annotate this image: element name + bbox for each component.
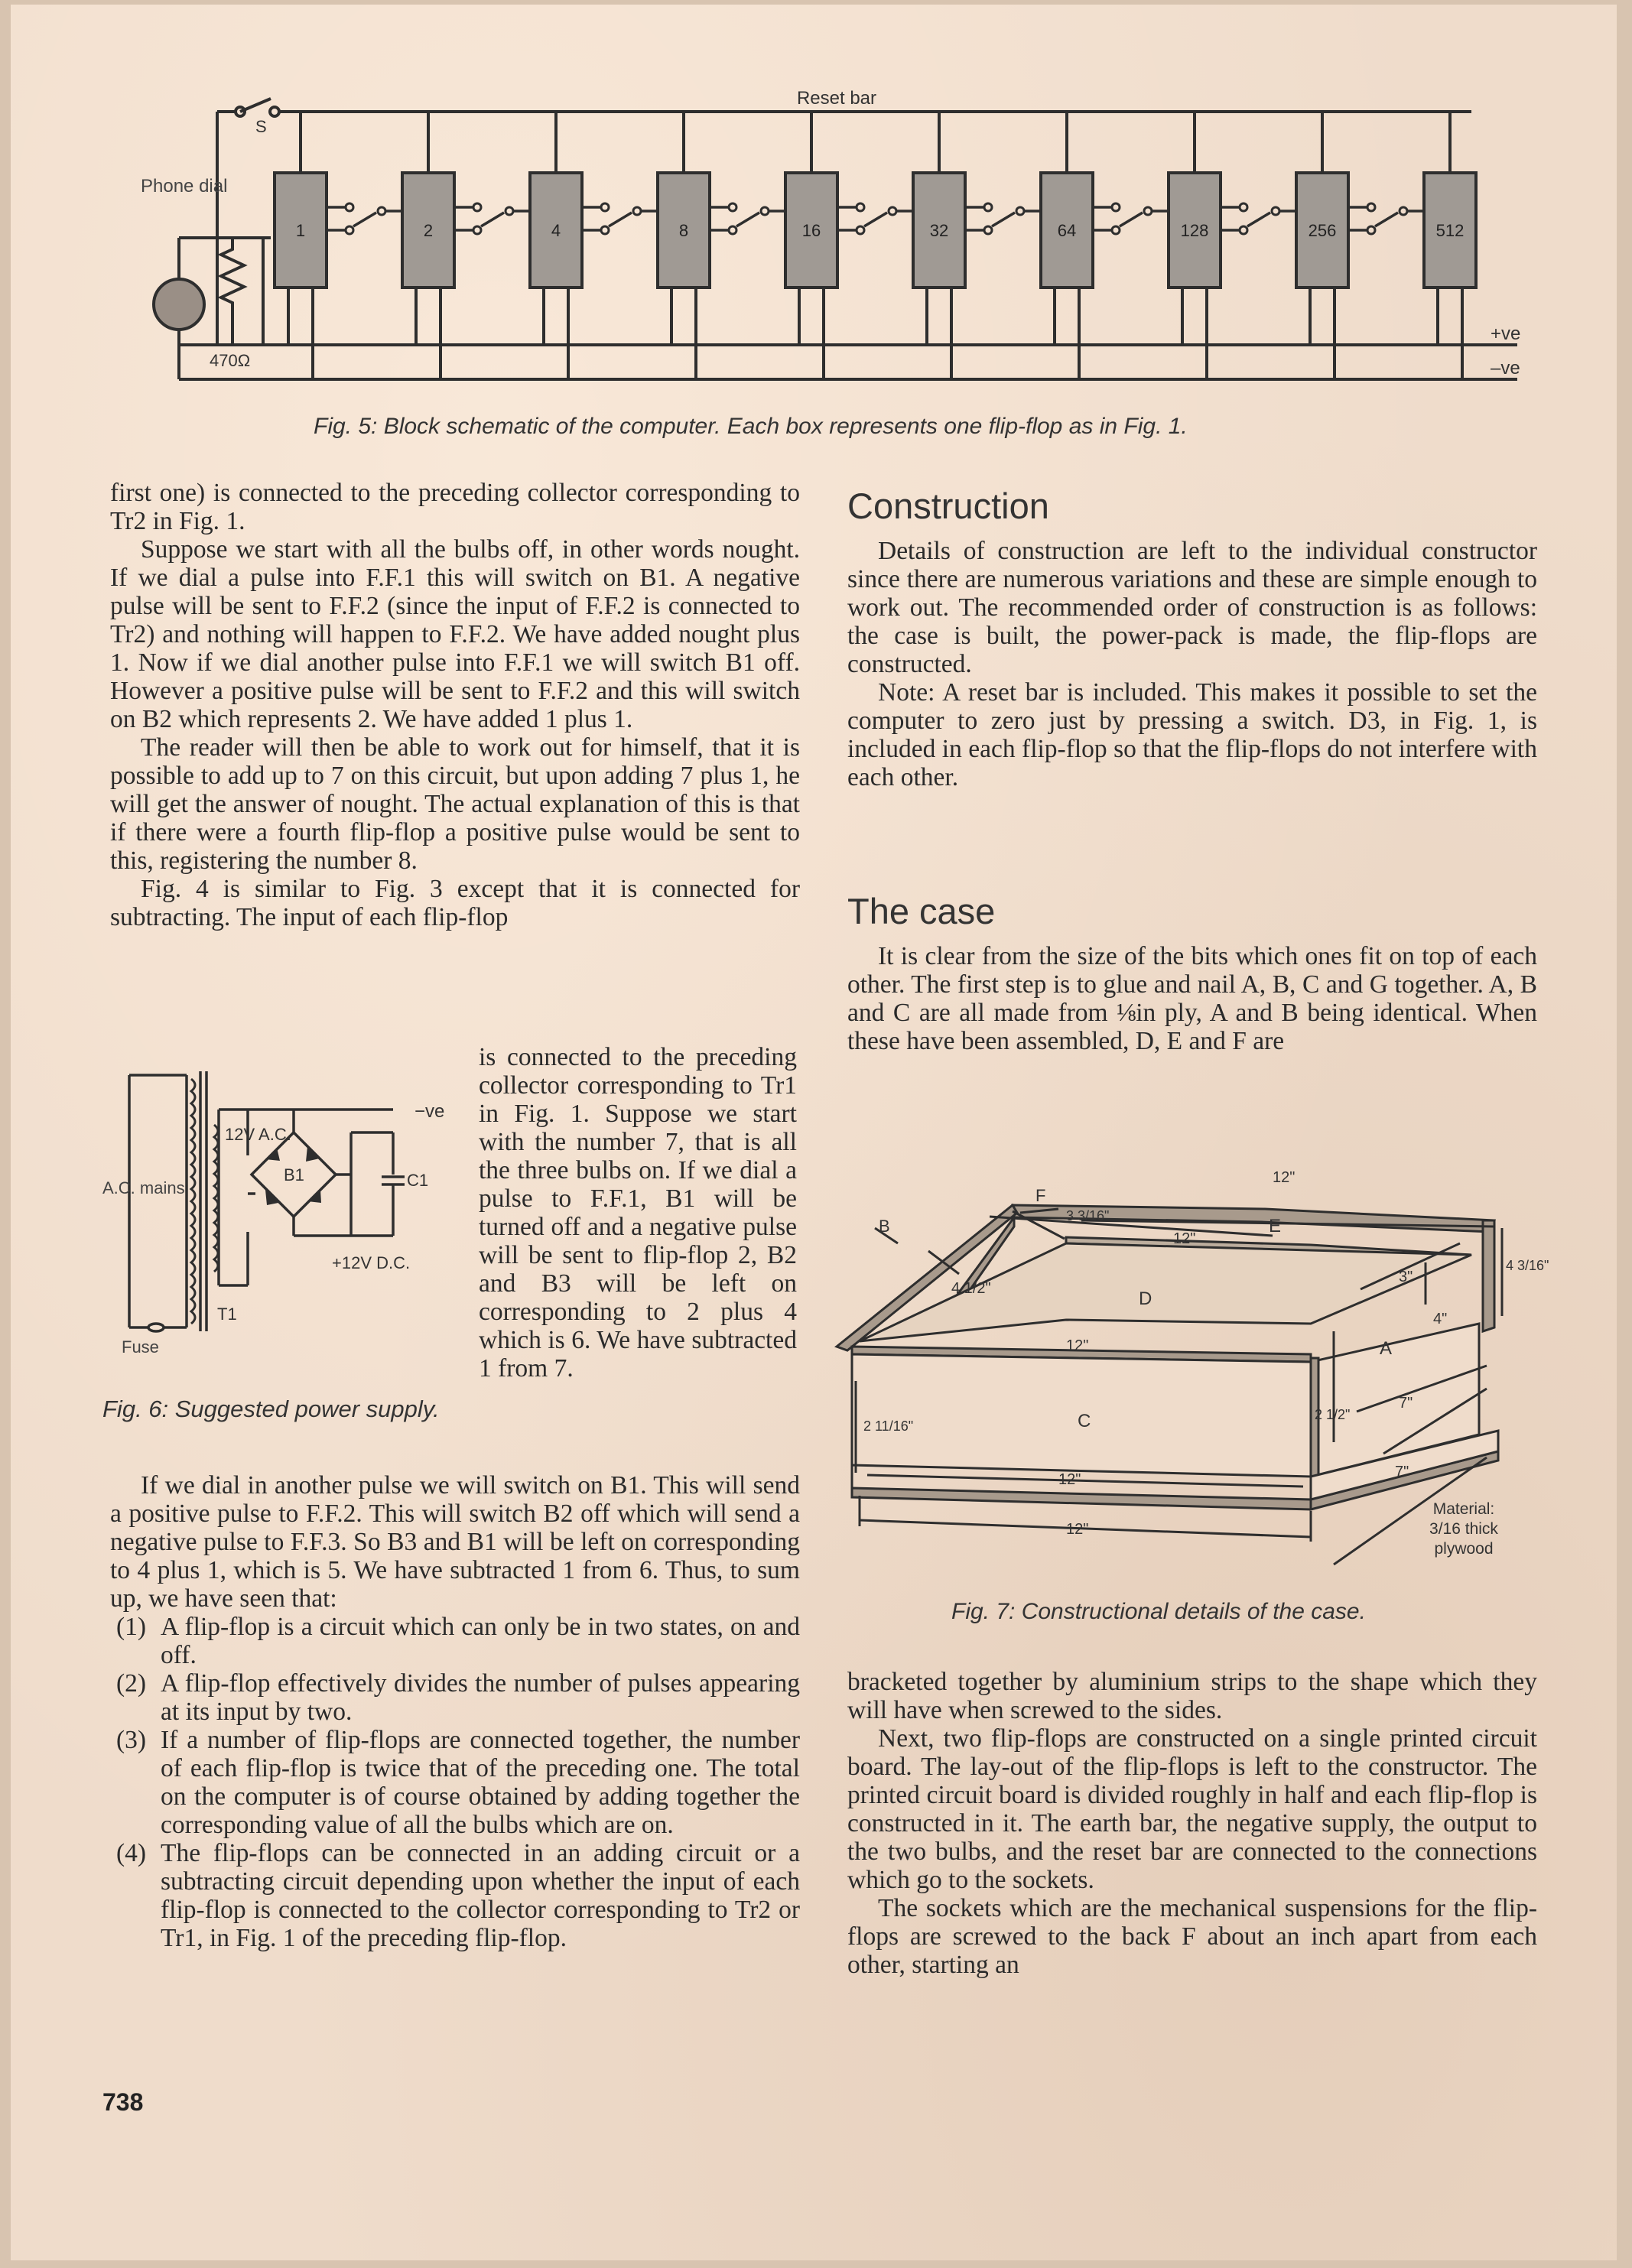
flipflop-label: 2 <box>423 221 434 240</box>
flipflop-label: 8 <box>678 221 689 240</box>
flipflop-label: 32 <box>929 221 949 240</box>
paragraph: bracketed together by aluminium strips to the shape which they will have when screwed to the sides. <box>847 1668 1537 1724</box>
flipflop-label: 64 <box>1057 221 1077 240</box>
left-column-lower <box>110 1471 800 1952</box>
phone-dial-label: Phone dial <box>141 176 228 197</box>
flipflop-label: 256 <box>1308 221 1337 240</box>
paragraph: Fig. 4 is similar to Fig. 3 except that it is connected for subtracting. The input of each flip-flop <box>110 875 800 931</box>
dim-a-height: 4 3/16" <box>1506 1258 1549 1273</box>
figure-6-caption: Fig. 6: Suggested power supply. <box>102 1396 440 1422</box>
paragraph: Suppose we start with all the bulbs off, in other words nought. If we dial a pulse into F.F.1 this will switch on B1. A negative pulse will be sent to F.F.2 (since the input of F.F.2 is connected to Tr2) and nothing will happen to F.F.2. We have added nought plus 1. Now if we dial another pulse into F.F.1 we will switch B1 off. However a positive pulse will be sent to F.F.2 and this will switch on B2 which represents 2. We have added 1 plus 1. <box>110 535 800 733</box>
dim-top: 12" <box>1273 1169 1296 1186</box>
case-text <box>847 942 1537 1055</box>
right-column-lower <box>847 1668 1537 1979</box>
flipflop-label: 512 <box>1435 221 1465 240</box>
construction-heading: Construction <box>847 486 1049 526</box>
fuse-label: Fuse <box>122 1337 159 1357</box>
magazine-page <box>11 5 1617 2260</box>
paragraph: Details of construction are left to the individual constructor since there are numerous variations and these are simple enough to work out. The recommended order of construction is as follows: the case is built, the power-pack is made, the flip-flops are constructed. <box>847 537 1537 678</box>
flipflop-label: 128 <box>1180 221 1209 240</box>
flipflop-label: 16 <box>801 221 821 240</box>
output-label: +12V D.C. <box>332 1253 411 1272</box>
part-c-label: C <box>1078 1411 1091 1431</box>
paragraph: Note: A reset bar is included. This makes it possible to set the computer to zero just by pressing a switch. D3, in Fig. 1, is included in each flip-flop so that the flip-flops do not interfere with each other. <box>847 678 1537 791</box>
paragraph: It is clear from the size of the bits which ones fit on top of each other. The first step is to glue and nail A, B, C and G together. A, B and C are all made from ⅛in ply, A and B being identical. When these have been assembled, D, E and F are <box>847 942 1537 1055</box>
summary-list-item: (4) The flip-flops can be connected in an adding circuit or a subtracting circuit depending upon whether the input of each flip-flop is connected to the collector corresponding to Tr2 or Tr1, in Fig. 1 of the preceding flip-flop. <box>116 1839 800 1952</box>
part-b-label: B <box>879 1217 890 1236</box>
part-f-label: F <box>1035 1186 1046 1205</box>
reset-bar-label: Reset bar <box>796 88 877 109</box>
left-column-text <box>110 479 800 931</box>
dim-base: 12" <box>1066 1521 1089 1538</box>
dim-d-length: 12" <box>1066 1337 1089 1354</box>
t1-label: T1 <box>217 1305 237 1324</box>
dim-a-bottom: 7" <box>1395 1464 1409 1480</box>
figure-6-power-supply <box>102 1064 485 1385</box>
dim-e-width: 3 3/16" <box>1066 1208 1110 1223</box>
negative-label: −ve <box>415 1101 445 1122</box>
flipflop-label: 1 <box>295 221 306 240</box>
summary-list-item: (2) A flip-flop effectively divides the number of pulses appearing at its input by two. <box>116 1669 800 1726</box>
wrap-column-text <box>479 1043 797 1383</box>
paragraph: If we dial in another pulse we will switch on B1. This will send a positive pulse to F.F.2. This will switch B2 off which will send a negative pulse to F.F.3. So B3 and B1 will be left on corresponding to 4 plus 1, which is 5. We have subtracted 1 from 6. Thus, to sum up, we have seen that: <box>110 1471 800 1613</box>
switch-label: S <box>255 117 267 136</box>
paragraph: Next, two flip-flops are constructed on a single printed circuit board. The lay-out of the flip-flops is left to the constructor. The printed circuit board is divided roughly in half and each flip-flop is constructed in it. The earth bar, the negative supply, the output to the two bulbs, and the reset bar are connected to the connections which go to the sockets. <box>847 1724 1537 1894</box>
summary-list-item: (3) If a number of flip-flops are connected together, the number of each flip-flop is twice that of the preceding one. The total on the computer is of course obtained by adding together the corresponding value of all the bulbs which are on. <box>116 1726 800 1839</box>
paragraph: The reader will then be able to work out for himself, that it is possible to add up to 7 on this circuit, but upon adding 7 plus 1, he will get the answer of nought. The actual explanation of this is that if there were a fourth flip-flop a positive pulse would be sent to this, registering the number 8. <box>110 733 800 875</box>
part-d-label: D <box>1139 1288 1152 1309</box>
summary-list-item: (1) A flip-flop is a circuit which can only be in two states, on and off. <box>116 1613 800 1669</box>
secondary-label: 12V A.C. <box>225 1125 291 1144</box>
figure-5-block-schematic <box>141 77 1556 398</box>
material-note: Material: 3/16 thick plywood <box>1429 1500 1498 1558</box>
dim-c-length: 12" <box>1058 1471 1081 1488</box>
dim-a-side: 7" <box>1399 1395 1413 1412</box>
part-e-label: E <box>1269 1216 1282 1236</box>
resistor-label: 470Ω <box>210 351 251 370</box>
ac-mains-label: A.C. mains <box>102 1178 185 1197</box>
case-heading: The case <box>847 891 996 931</box>
bridge-label: B1 <box>284 1165 304 1184</box>
dim-d-depth: 4 1/2" <box>951 1280 991 1297</box>
page-number: 738 <box>102 2088 144 2116</box>
neg-rail-label: –ve <box>1491 358 1520 379</box>
construction-text <box>847 537 1537 791</box>
figure-7-caption: Fig. 7: Constructional details of the case. <box>951 1599 1366 1624</box>
paragraph: first one) is connected to the preceding collector corresponding to Tr2 in Fig. 1. <box>110 479 800 535</box>
capacitor-label: C1 <box>407 1171 429 1190</box>
dim-a-front: 2 1/2" <box>1315 1407 1351 1422</box>
wrap-paragraph: is connected to the preceding collector corresponding to Tr1 in Fig. 1. Suppose we start with the number 7, that is all the three bulbs on. If we dial a pulse to F.F.1, B1 will be turned off and a negative pulse will be sent to flip-flop 2, B2 and B3 will be left on corresponding to 2 plus 4 which is 6. We have subtracted 1 from 7. <box>479 1043 797 1383</box>
dim-e-length: 12" <box>1173 1230 1196 1247</box>
flipflop-label: 4 <box>551 221 561 240</box>
part-a-label: A <box>1380 1338 1393 1359</box>
dim-a-top: 3" <box>1399 1269 1413 1285</box>
figure-5-caption: Fig. 5: Block schematic of the computer. Each box represents one flip-flop as in Fig. 1. <box>314 414 1188 439</box>
dim-c-height: 2 11/16" <box>863 1418 914 1434</box>
paragraph: The sockets which are the mechanical suspensions for the flip-flops are screwed to the back F about an inch apart from each other, starting an <box>847 1894 1537 1979</box>
dim-a-back: 4" <box>1433 1311 1448 1327</box>
pos-rail-label: +ve <box>1491 323 1521 344</box>
